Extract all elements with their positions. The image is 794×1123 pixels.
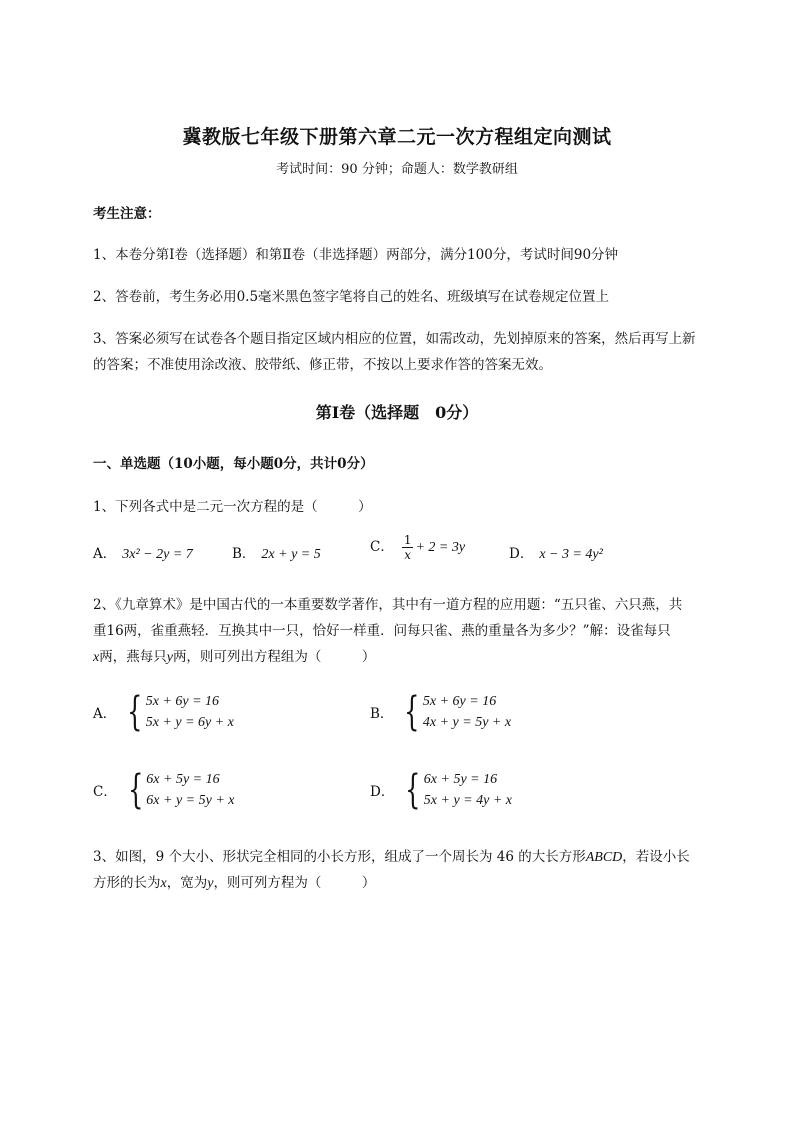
var-x: x [93,650,100,665]
var-y: y [166,650,173,665]
q3-stem-line-2 [93,871,375,892]
q2-option-d[interactable] [370,769,512,811]
q3-stem-line-1 [93,845,690,866]
q2-b-eq1: 5x + 6y = 16 [422,694,497,709]
notice-item-2: 2、答卷前，考生务必用0.5毫米黑色签字笔将自己的姓名、班级填写在试卷规定位置上 [93,289,610,305]
q2-d-eq1: 6x + 5y = 16 [423,772,498,787]
notice-item-1: 1、本卷分第Ⅰ卷（选择题）和第Ⅱ卷（非选择题）两部分，满分100分，考试时间90分钟 [93,247,619,263]
q2-b-eq2: 4x + y = 5y + x [422,715,512,730]
q2-line3-mid: 两，燕每只 [99,649,167,665]
q2-c-eq2: 6x + y = 5y + x [146,793,235,808]
q2-a-eq1: 5x + 6y = 16 [145,694,220,709]
q1-option-c-rest: + 2 = 3y [415,540,466,555]
q2-stem-line-2: 重16两，雀重燕轻．互换其中一只，恰好一样重．问每只雀、燕的重量各为多少？”解：设雀每只 [93,623,671,639]
option-label: B． [232,546,256,562]
q2-a-eq2: 5x + y = 6y + x [145,715,234,730]
q2-option-c[interactable] [93,769,235,811]
q1-option-c[interactable] [370,533,465,562]
q3-line2-c: ，则可列方程为（ ） [213,875,376,891]
q1-option-b-expr: 2x + y = 5 [261,547,321,562]
option-label: D． [370,784,395,800]
brace-icon: { [127,767,144,813]
fraction [402,533,414,562]
option-label: C． [93,784,117,800]
q2-option-a[interactable] [93,691,234,733]
notice-heading: 考生注意： [93,206,161,222]
notice-item-3-line-2: 的答案；不准使用涂改液、胶带纸、修正带，不按以上要求作答的答案无效。 [93,357,552,373]
q3-line1-a: 3、如图，9 个大小、形状完全相同的小长方形，组成了一个周长为 46 的大长方形 [93,849,586,865]
var-y: y [207,876,214,891]
q2-stem-line-3 [93,645,375,666]
notice-item-3-line-1: 3、答案必须写在试卷各个题目指定区域内相应的位置，如需改动，先划掉原来的答案，然后再写上新 [93,331,696,347]
q1-stem: 1、下列各式中是二元一次方程的是（ ） [93,499,372,515]
q2-d-eq2: 5x + y = 4y + x [423,793,512,808]
rect-abcd: ABCD [585,850,623,865]
option-label: A． [93,706,117,722]
q1-option-d[interactable] [509,542,603,563]
q3-line1-b: ，若设小长 [622,849,690,865]
q2-c-eq1: 6x + 5y = 16 [146,772,220,787]
option-label: D． [509,546,534,562]
q2-stem-line-1: 2、《九章算术》是中国古代的一本重要数学著作，其中有一道方程的应用题：“五只雀、六只燕，共 [93,597,683,613]
option-label: A． [93,546,117,562]
q1-option-a-expr: 3x² − 2y = 7 [122,547,193,562]
exam-subtitle: 考试时间：90 分钟；命题人：数学教研组 [276,162,518,177]
brace-icon: { [127,689,143,735]
q1-option-d-expr: x − 3 = 4y² [539,547,603,562]
q2-option-b[interactable] [370,691,511,733]
page-title: 冀教版七年级下册第六章二元一次方程组定向测试 [182,126,612,148]
q3-line2-a: 方形的长为 [93,875,161,891]
var-x: x [160,876,167,891]
q2-line3-end: 两，则可列出方程组为（ ） [172,649,376,665]
q1-option-b[interactable] [232,542,321,563]
part1-heading: 一、单选题（10小题，每小题0分，共计0分） [93,456,374,472]
brace-icon: { [404,689,420,735]
q3-line2-b: ，宽为 [166,875,208,891]
section-title: 第Ⅰ卷（选择题 0分） [315,403,479,422]
option-label: C． [370,539,394,555]
fraction-denominator: x [404,548,412,562]
fraction-numerator: 1 [403,533,412,547]
brace-icon: { [405,767,421,813]
q1-option-a[interactable] [93,542,193,563]
option-label: B． [370,706,394,722]
